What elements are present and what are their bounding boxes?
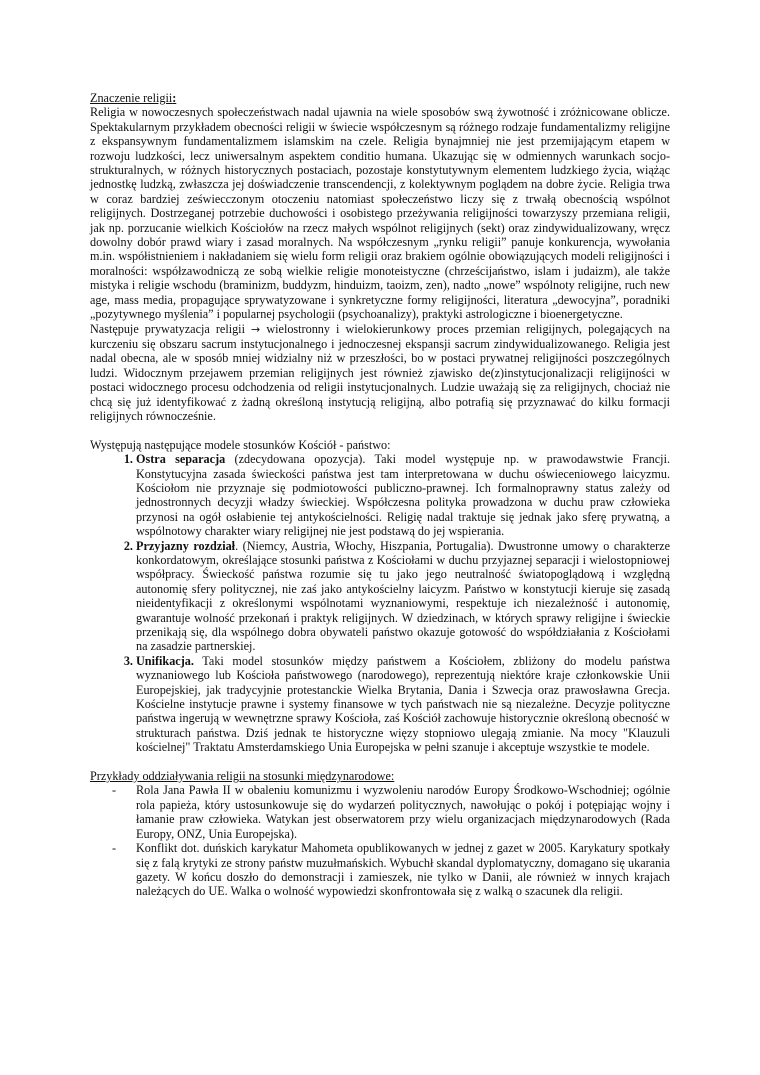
section-heading-religion-meaning	[90, 91, 670, 105]
paragraph-religion-in-modern-society: Religia w nowoczesnych społeczeństwach nadal ujawnia na wiele sposobów swą żywotność i zróżnicowane oblicze. Spektakularnym przykładem obecności religii w świecie współczesnym są różnego rodzaje fundamentalizmy religijne z ekspansywnym fundamentalizmem islamskim na czele. Religia bynajmniej nie jest przemijającym etapem w rozwoju ludzkości, lecz uniwersalnym aspektem conditio humana. Ukazując się w odmiennych warunkach socjo-strukturalnych, w różnych historycznych postaciach, pozostaje konstytutywnym elementem ludzkiego życia, wiążąc jednostkę ludzką, zwłaszcza jej doświadczenie transcendencji, z kolektywnym poglądem na dobre życie. Religia trwa w coraz bardziej zeświecczonym otoczeniu natomiast społeczeństwo liczy się z trwałą obecnością wspólnot religijnych. Dostrzeganej potrzebie duchowości i osobistego przeżywania religijności towarzyszy przemiana religii, jak np. porzucanie wielkich Kościołów na rzecz małych wspólnot religijnych (sekt) oraz zindywidualizowany, wręcz dowolny dobór prawd wiary i zasad moralnych. Na współczesnym „rynku religii” panuje konkurencja, wywołania m.in. współistnieniem i nakładaniem się wielu form religii oraz brakiem ogólnie obowiązujących modeli religijności i moralności: współzawodniczą ze sobą wielkie religie monoteistyczne (chrześcijaństwo, islam i judaizm), ale także mistyka i religie wschodu (braminizm, buddyzm, hinduizm, taoizm, zen), nadto „nowe” wspólnoty religijne, ruch new age, mass media, propagujące sprywatyzowane i synkretyczne formy religijności, literatura „dewocyjna”, poradniki „pozytywnego myślenia” i popularnej psychologii (psychoanalizy), praktyki astrologiczne i bioenergetyczne.	[90, 105, 670, 322]
heading-text: Znaczenie religii	[90, 91, 173, 105]
model-description: (zdecydowana opozycja). Taki model występuje np. w prawodawstwie Francji. Konstytucyjna zasada świeckości państwa jest tam interpretowana w duchu oświeceniowego laicyzmu. Kościołom nie przyznaje się podmiotowości publiczno-prawnej. Ich formalnoprawny status zależy od jednostronnych decyzji władzy świeckiej. Współczesna polityka prowadzona w duchu praw człowieka przynosi na ogół osłabienie tej antykościelności. Religię nadal traktuje się jednak jako sferę prywatną, a wspólnotowy charakter wiary religijnej nie jest podstawą do jej wspierania.	[136, 452, 671, 539]
privatization-text: Następuje prywatyzacja religii	[90, 321, 252, 336]
right-arrow-icon: →	[251, 322, 261, 336]
model-title: Przyjazny rozdział	[136, 538, 236, 553]
list-item-strict-separation	[136, 452, 670, 538]
models-intro: Występują następujące modele stosunków Kościół - państwo:	[90, 437, 391, 452]
church-state-models-list	[90, 452, 670, 755]
list-item-friendly-separation	[136, 539, 670, 654]
model-description: Taki model stosunków między państwem a Kościołem, zbliżony do modelu państwa wyznaniowego lub Kościoła państwowego (narodowego), reprezentują niektóre kraje członkowskie Unii Europejskiej, jak tradycyjnie protestanckie Wielka Brytania, Dania i Szwecja oraz prawosławna Grecja. Kościelne instytucje prawne i systemy finansowe w tych państwach nie są niezależne. Decyzje polityczne państwa ingerują w wewnętrzne sprawy Kościoła, zaś Kościół zachowuje historycznie określoną obecność w strukturach państwa. Dziś jednak te historyczne więzy stopniowo ulegają zmianie. Na mocy "Klauzuli kościelnej" Traktatu Amsterdamskiego Unia Europejska w pełni szanuje i akceptuje wszystkie te modele.	[136, 653, 670, 755]
model-title: Ostra separacja	[136, 452, 226, 467]
section-heading-international-relations: Przykłady oddziaływania religii na stosunki międzynarodowe:	[90, 769, 395, 784]
privatization-text-continued: wielostronny i wielokierunkowy proces przemian religijnych, polegających na kurczeniu się obszaru sacrum instytucjonalnego i jednoczesnej ekspansji sacrum zindywidualizowanego. Religia jest nadal obecna, ale w sposób mniej widzialny niż w przeszłości, bo w postaci prywatnej religijności poszczególnych ludzi. Widocznym przejawem przemian religijnych jest również zjawisko de(z)instytucjonalizacji religijności w postaci widocznego procesu odchodzenia od religii instytucjonalnych. Ludzie uważają się za religijnych, chociaż nie chcą się już identyfikować z żadną określoną instytucją religijną, albo potrafią się przyznawać do kilku formacji religijnych równocześnie.	[90, 321, 670, 423]
list-item-unification	[136, 654, 670, 755]
paragraph-privatization-of-religion	[90, 322, 670, 424]
document-page	[90, 91, 670, 899]
model-title: Unifikacja.	[136, 653, 194, 668]
list-item: - Konflikt dot. duńskich karykatur Mahometa opublikowanych w jednej z gazet w 2005. Karykatury spotkały się z falą krytyki ze strony państw muzułmańskich. Wybuchł skandal dyplomatyczny, domagano się ukarania gazety. W końcu doszło do demonstracji i zamieszek, nie tylko w Danii, ale również w innych krajach należących do UE. Walka o wolność wypowiedzi skonfrontowała się z walką o szacunek dla religii.	[136, 841, 670, 899]
heading-colon: :	[172, 91, 177, 105]
examples-list	[90, 783, 670, 898]
model-description: . (Niemcy, Austria, Włochy, Hiszpania, Portugalia). Dwustronne umowy o charakterze konkordatowym, określające stosunki państwa z Kościołami w duchu przyjaznej separacji i wielostopniowej współpracy. Świeckość państwa rozumie się tu jako jego neutralność światopoglądową i względną autonomię sfery politycznej, nie zaś jako antykościelny laicyzm. Państwo w konstytucji kieruje się zasadą nieidentyfikacji z określonymi wspólnotami wyznaniowymi, respektuje ich niezależność i autonomię, gwarantuje wolność przekonań i praktyk religijnych. W dziedzinach, w których sprawy religijne i świeckie przenikają się, dla wspólnego dobra obywateli państwo okazuje gotowość do współdziałania z Kościołami na zasadzie partnerskiej.	[136, 538, 670, 654]
list-item: - Rola Jana Pawła II w obaleniu komunizmu i wyzwoleniu narodów Europy Środkowo-Wschodniej; ogólnie rola papieża, który ustosunkowuje się do wydarzeń politycznych, nawołując o pokój i potępiając wojny i łamanie praw człowieka. Watykan jest obserwatorem przy wielu organizacjach międzynarodowych (Rada Europy, ONZ, Unia Europejska).	[136, 783, 670, 841]
